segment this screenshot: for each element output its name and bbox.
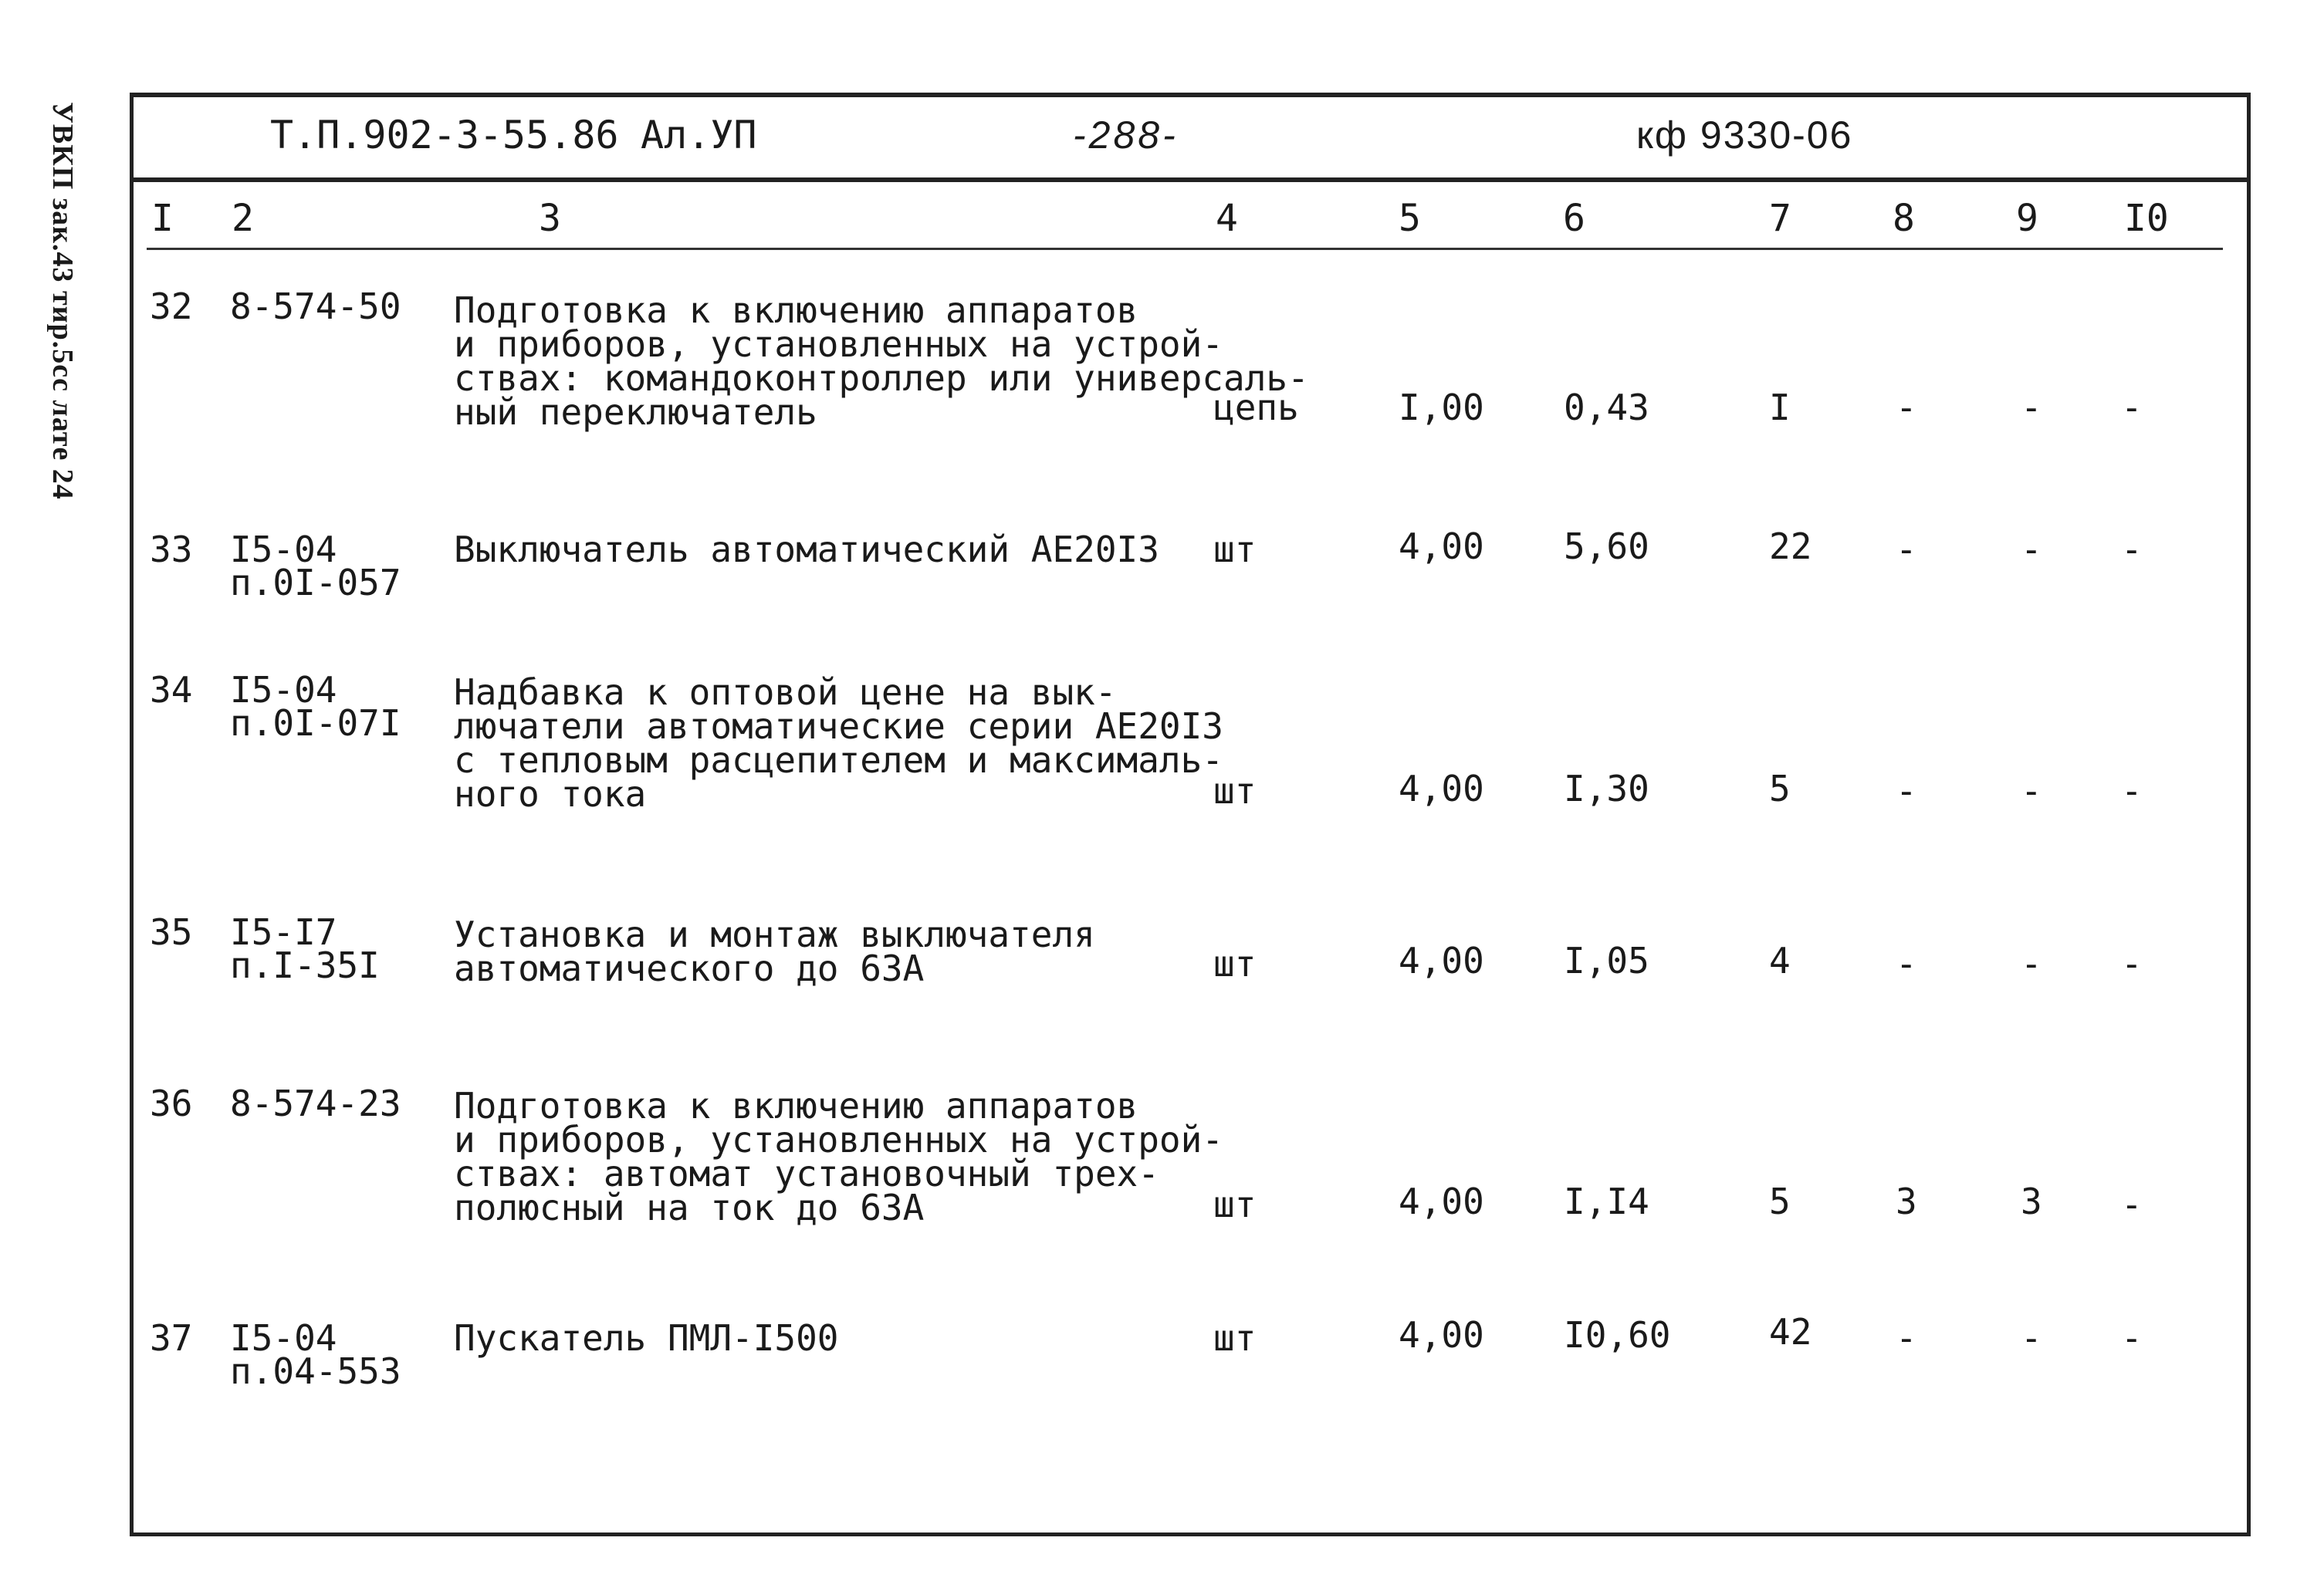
col8-value: - [1896, 529, 1917, 570]
document-code: Т.П.902-3-55.86 [270, 113, 619, 157]
norm-code: п.0I-057 [230, 562, 401, 603]
col9-value: - [2021, 529, 2042, 570]
norm-code: 8-574-23 [230, 1083, 401, 1124]
col6-value: I,05 [1564, 940, 1649, 982]
column-header: 4 [1216, 197, 1238, 240]
header-divider [130, 177, 2251, 182]
description-line: ствах: автомат установочный трех- [454, 1153, 1159, 1195]
col8-value: - [1896, 1317, 1917, 1359]
column-header: 7 [1769, 197, 1791, 240]
norm-code: 8-574-50 [230, 286, 401, 327]
column-header: 3 [539, 197, 561, 240]
norm-code: I5-04 [230, 1317, 337, 1359]
description-line: и приборов, установленных на устрой- [454, 323, 1223, 365]
col9-value: - [2021, 387, 2042, 428]
col10-value: - [2121, 770, 2143, 812]
column-header: I [151, 197, 174, 240]
column-header: 9 [2016, 197, 2038, 240]
col9-value: - [2021, 943, 2042, 985]
col8-value: - [1896, 943, 1917, 985]
col6-value: 0,43 [1564, 387, 1649, 428]
norm-code: I5-I7 [230, 911, 337, 953]
description-line: и приборов, установленных на устрой- [454, 1119, 1223, 1161]
col10-value: - [2121, 1317, 2143, 1359]
col9-value: - [2021, 1317, 2042, 1359]
unit: шт [1213, 943, 1257, 985]
col5-value: 4,00 [1399, 768, 1484, 809]
unit: шт [1213, 529, 1257, 570]
unit: шт [1213, 770, 1257, 812]
description-line: лючатели автоматические серии АЕ20I3 [454, 705, 1223, 747]
col9-value: - [2021, 770, 2042, 812]
description-line: ствах: командоконтроллер или универсаль- [454, 357, 1309, 399]
col6-value: I,I4 [1564, 1181, 1649, 1222]
col8-value: - [1896, 387, 1917, 428]
column-header: 8 [1893, 197, 1915, 240]
col5-value: 4,00 [1399, 1181, 1484, 1222]
col8-value: 3 [1896, 1181, 1917, 1222]
col6-value: I,30 [1564, 768, 1649, 809]
norm-code: п.0I-07I [230, 702, 401, 744]
album-number: Ал.УП [641, 113, 757, 157]
margin-stamp-text: УВКП зак.43 тир.5cc лате 24 [46, 102, 79, 500]
col5-value: 4,00 [1399, 525, 1484, 567]
description-line: Установка и монтаж выключателя [454, 914, 1095, 955]
col5-value: 4,00 [1399, 940, 1484, 982]
col6-value: 5,60 [1564, 525, 1649, 567]
col7-value: 22 [1769, 525, 1812, 567]
document-frame [130, 93, 2251, 1536]
col10-value: - [2121, 387, 2143, 428]
norm-code: I5-04 [230, 529, 337, 570]
description-line: автоматического до 63А [454, 948, 925, 989]
row-number: 33 [150, 529, 193, 570]
col5-value: 4,00 [1399, 1314, 1484, 1356]
row-number: 36 [150, 1083, 193, 1124]
col10-value: - [2121, 1184, 2143, 1225]
margin-stamp [37, 102, 88, 503]
col6-value: I0,60 [1564, 1314, 1671, 1356]
description-line: Надбавка к оптовой цене на вык- [454, 671, 1117, 713]
col7-value: 5 [1769, 1181, 1791, 1222]
unit: шт [1213, 1317, 1257, 1359]
row-number: 37 [150, 1317, 193, 1359]
column-header: I0 [2124, 197, 2169, 240]
col7-value: 4 [1769, 940, 1791, 982]
col7-value: I [1769, 387, 1791, 428]
column-header: 2 [232, 197, 254, 240]
description-line: Подготовка к включению аппаратов [454, 1085, 1138, 1127]
page-number: -288- [1073, 113, 1179, 157]
description-line: Пускатель ПМЛ-I500 [454, 1317, 839, 1359]
row-number: 32 [150, 286, 193, 327]
norm-code: I5-04 [230, 669, 337, 711]
norm-code: п.I-35I [230, 944, 380, 986]
column-header: 6 [1563, 197, 1585, 240]
col10-value: - [2121, 943, 2143, 985]
norm-code: п.04-553 [230, 1350, 401, 1392]
col9-value: 3 [2021, 1181, 2042, 1222]
column-header-divider [147, 248, 2223, 250]
column-header: 5 [1399, 197, 1421, 240]
col7-value: 42 [1769, 1311, 1812, 1353]
unit: шт [1213, 1184, 1257, 1225]
description-line: ный переключатель [454, 391, 817, 433]
description-line: ного тока [454, 773, 647, 815]
row-number: 35 [150, 911, 193, 953]
col10-value: - [2121, 529, 2143, 570]
description-line: Подготовка к включению аппаратов [454, 289, 1138, 331]
row-number: 34 [150, 669, 193, 711]
kf-number: кф 9330-06 [1636, 113, 1853, 157]
col8-value: - [1896, 770, 1917, 812]
col7-value: 5 [1769, 768, 1791, 809]
description-line: с тепловым расцепителем и максималь- [454, 739, 1223, 781]
description-line: полюсный на ток до 63А [454, 1187, 925, 1228]
unit: цепь [1213, 387, 1299, 428]
col5-value: I,00 [1399, 387, 1484, 428]
description-line: Выключатель автоматический АЕ20I3 [454, 529, 1159, 570]
